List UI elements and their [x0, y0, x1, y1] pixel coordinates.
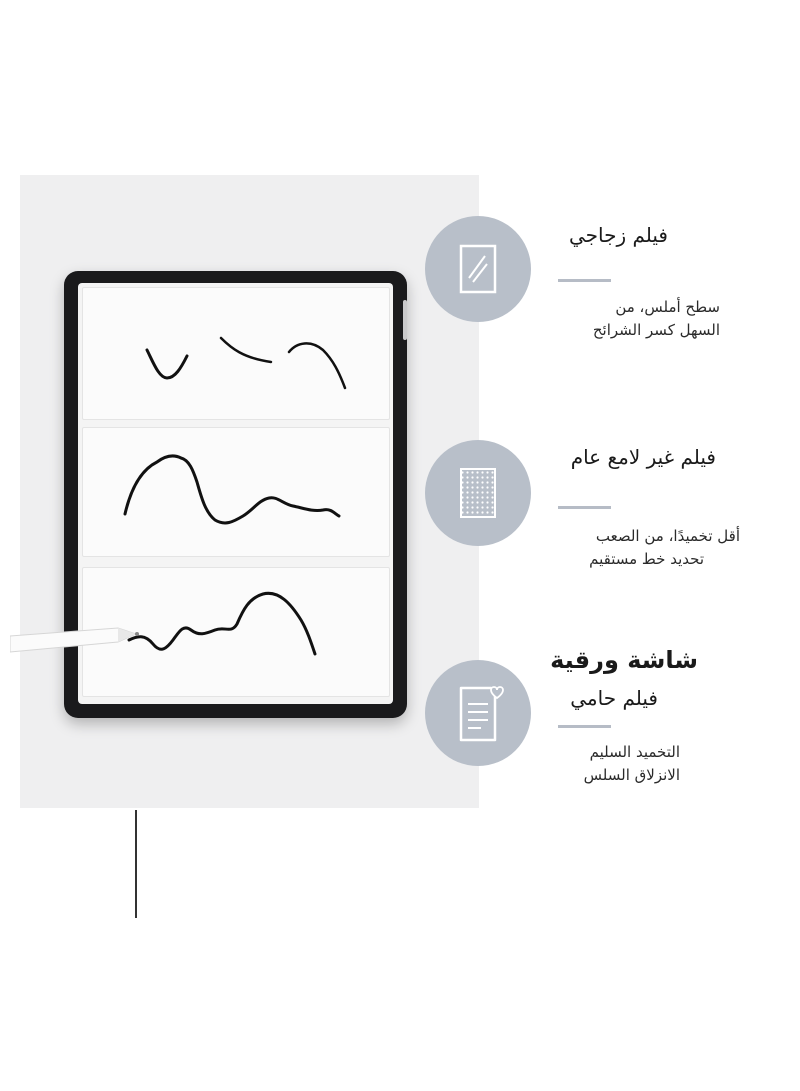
feature-title-glass: فيلم زجاجي — [568, 223, 668, 247]
stylus-pencil — [10, 622, 142, 658]
glass-panel-icon — [425, 216, 531, 322]
feature-separator — [558, 506, 611, 509]
feature-separator — [558, 279, 611, 282]
feature-desc-paper — [480, 741, 680, 787]
stroke-sample-matte — [82, 427, 390, 557]
feature-title-paper: شاشة ورقية — [550, 646, 698, 674]
feature-desc-line: أقل تخميدًا، من الصعب — [595, 527, 740, 545]
feature-subtitle-paper: فيلم حامي — [570, 686, 658, 710]
feature-title-matte: فيلم غير لامع عام — [570, 445, 716, 469]
tablet-side-button — [403, 300, 407, 340]
feature-separator — [558, 725, 611, 728]
guide-line — [135, 810, 137, 918]
feature-desc-line: سطح أملس، من — [615, 298, 720, 316]
feature-desc-matte — [540, 525, 740, 571]
feature-desc-line: الانزلاق السلس — [583, 766, 680, 784]
feature-desc-line: تحديد خط مستقيم — [589, 550, 704, 568]
stroke-drawing-matte — [83, 428, 389, 556]
feature-desc-glass — [520, 296, 720, 342]
feature-desc-line: التخميد السليم — [589, 743, 680, 761]
stroke-sample-glass — [82, 287, 390, 420]
stroke-drawing-glass — [83, 288, 389, 419]
feature-desc-line: السهل كسر الشرائح — [592, 321, 720, 339]
